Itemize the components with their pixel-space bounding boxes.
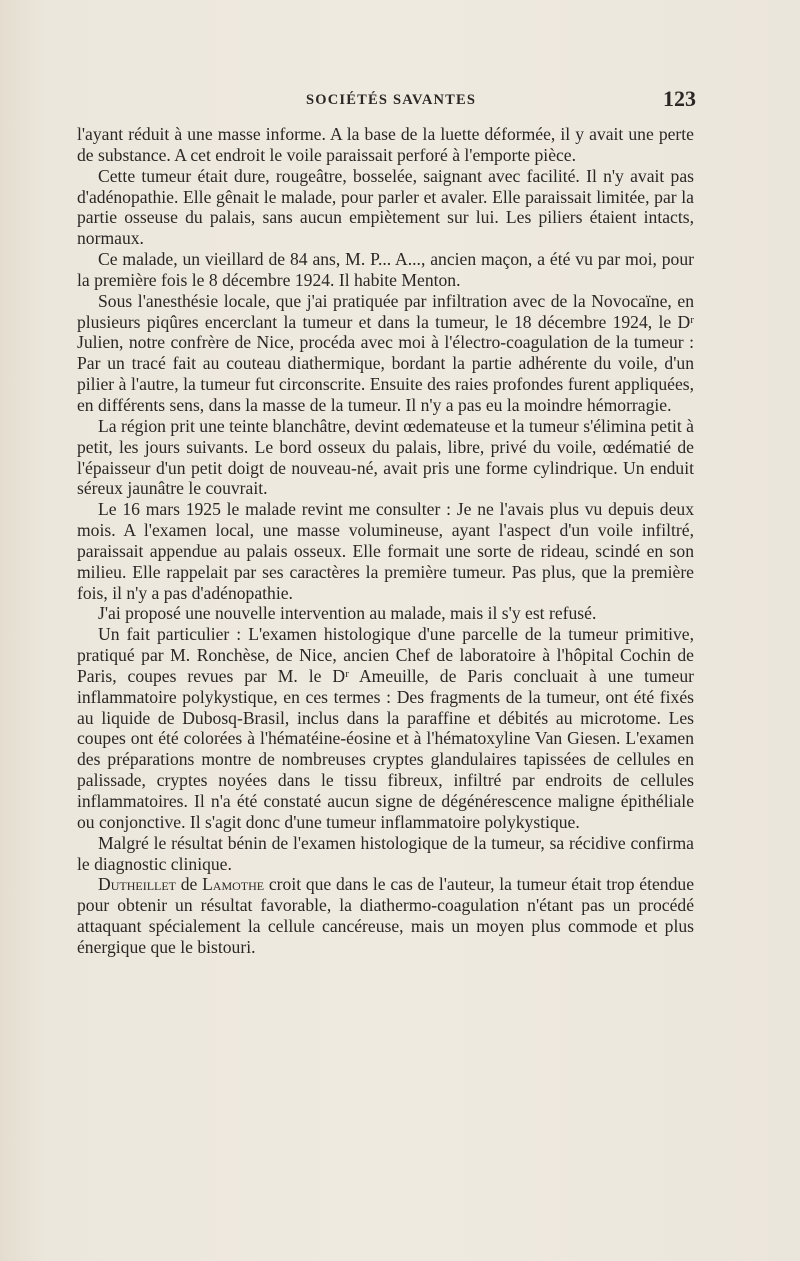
paragraph-patient: Ce malade, un vieillard de 84 ans, M. P... A..., ancien maçon, a été vu par moi, pour la première fois le 8 décembre 1924. Il habite Menton. — [77, 249, 694, 290]
body-text — [77, 124, 694, 958]
paragraph-recurrence: Le 16 mars 1925 le malade revint me consulter : Je ne l'avais plus vu depuis deux mois. A l'examen local, une masse volumineuse, ayant l'aspect d'un voile infiltré, paraissait appendue au palais osseux. Elle formait une sorte de rideau, scindé en son milieu. Elle rappelait par ses caractères la première tumeur. Pas plus, que la première fois, il n'y a pas d'adénopathie. — [77, 499, 694, 603]
paragraph-aftermath: La région prit une teinte blanchâtre, devint œdemateuse et la tumeur s'élimina petit à petit, les jours suivants. Le bord osseux du palais, libre, privé du voile, œdématié de l'épaisseur d'un petit doigt de nouveau-né, avait pris une forme cylindrique. Un enduit séreux jaunâtre le couvrait. — [77, 415, 694, 499]
paragraph-refusal: J'ai proposé une nouvelle intervention au malade, mais il s'y est refusé. — [98, 603, 597, 624]
paragraph-procedure: Sous l'anesthésie locale, que j'ai pratiquée par infiltration avec de la Novocaïne, en plusieurs piqûres encerclant la tumeur et dans la tumeur, le 18 décembre 1924, le Dʳ Julien, notre confrère de Nice, procéda avec moi à l'électro-coagulation de la tumeur : Par un tracé fait au couteau diathermique, bordant la partie adhérente du voile, d'un pilier à l'autre, la tumeur fut circonscrite. Ensuite des raies profondes furent appliquées, en différents sens, dans la masse de la tumeur. Il n'y a pas eu la moindre hémorragie. — [77, 290, 694, 415]
paragraph-diagnosis: Malgré le résultat bénin de l'examen histologique de la tumeur, sa récidive confirma le diagnostic clinique. — [77, 832, 694, 874]
page-header — [76, 86, 696, 116]
discussion-text: croit que dans le cas de l'auteur, la tumeur était trop étendue pour obtenir un résultat favorable, la diathermo-coagulation n'étant pas un procédé attaquant spécialement la cellule cancéreuse, mais un moyen plus commode et plus énergique que le bistouri. — [77, 874, 694, 957]
running-title: SOCIÉTÉS SAVANTES — [306, 92, 477, 108]
paragraph-discussion — [77, 874, 694, 957]
paragraph-tumor-description: Cette tumeur était dure, rougeâtre, bosselée, saignant avec facilité. Il n'y avait pas d'adénopathie. Elle gênait le malade, pour parler et avaler. Elle paraissait limitée, par la partie osseuse du palais, sans aucun empiètement sur lui. Les piliers étaient intacts, normaux. — [77, 165, 694, 249]
paragraph-histology: Un fait particulier : L'examen histologique d'une parcelle de la tumeur primitive, pratiqué par M. Ronchèse, de Nice, ancien Chef de laboratoire à l'hôpital Cochin de Paris, coupes revues par M. le Dʳ Ameuille, de Paris concluait à une tumeur inflammatoire polykystique, en ces termes : Des fragments de la tumeur, ont été fixés au liquide de Dubosq-Brasil, inclus dans la paraffine et débités au microtome. Les coupes ont été colorées à l'hématéine-éosine et à l'hématoxyline Van Giesen. L'examen des préparations montre de nombreuses cryptes glandulaires tapissées de cellules en palissade, cryptes noyées dans le tissu fibreux, infiltré par endroits de cellules inflammatoires. Il n'a été constaté aucun signe de dégénérescence maligne épithéliale ou conjonctive. Il s'agit donc d'une tumeur inflammatoire polykystique. — [77, 624, 694, 832]
paragraph-continuation: l'ayant réduit à une masse informe. A la base de la luette déformée, il y avait une perte de substance. A cet endroit le voile paraissait perforé à l'emporte pièce. — [77, 124, 694, 165]
author-name-1: Dutheillet — [98, 874, 177, 895]
author-name-2: Lamothe — [202, 874, 265, 895]
page-number: 123 — [663, 86, 696, 111]
author-particle: de — [176, 874, 203, 895]
